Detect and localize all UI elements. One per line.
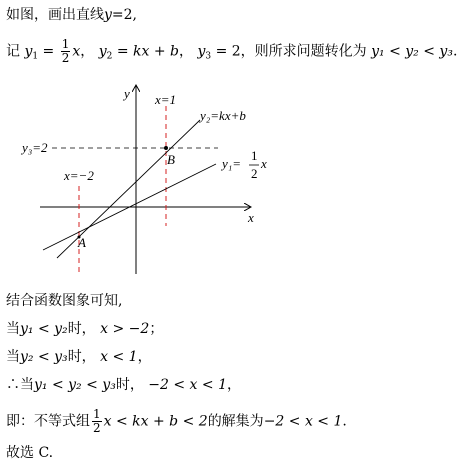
def-half-fraction	[61, 38, 71, 65]
answer-line	[6, 408, 347, 435]
answer-half-den: 2	[93, 421, 101, 435]
case-2-line	[6, 348, 152, 366]
answer-solution: −2 < x < 1	[263, 413, 343, 430]
therefore-solution: −2 < x < 1	[148, 377, 227, 393]
def-ji: 记	[6, 43, 20, 60]
case1-when: 当	[6, 321, 20, 337]
def-comma1: ，	[80, 43, 95, 60]
def-comma3: ，	[240, 43, 255, 60]
def-half-den: 2	[61, 51, 70, 65]
answer-half-num: 1	[93, 407, 101, 421]
def-x: x	[72, 43, 81, 60]
def-y3: y	[197, 43, 206, 60]
choice-text: 故选 C.	[6, 445, 54, 461]
y-axis-label: y	[124, 86, 130, 101]
label-y1-den: 2	[251, 166, 258, 181]
point-B	[164, 146, 168, 150]
def-y1: y	[24, 43, 33, 60]
label-y1-num: 1	[251, 148, 258, 163]
intro-text: 如图，画出直线	[6, 7, 104, 23]
label-y1-lhs: y₁=	[222, 156, 242, 171]
conclusion-intro-text: 结合函数图象可知,	[6, 293, 123, 309]
def-y2-sub: 2	[106, 51, 113, 62]
case1-solution: x > −2	[100, 321, 150, 337]
def-y1-sub: 1	[32, 51, 39, 62]
case-1-line	[6, 320, 163, 338]
answer-middle: 的解集为	[207, 413, 264, 430]
case1-shi: 时，	[67, 321, 96, 337]
therefore-ineq: y₁ < y₂ < y₃	[34, 377, 116, 393]
therefore-line	[6, 376, 241, 394]
label-A: A	[78, 235, 86, 250]
case2-end: ，	[137, 349, 152, 365]
conclusion-intro	[6, 292, 122, 310]
definition-line	[6, 38, 457, 66]
answer-end: .	[342, 413, 347, 430]
def-inequality: y₁ < y₂ < y₃	[371, 43, 453, 60]
def-end: .	[452, 43, 457, 60]
intro-var-y: y	[104, 7, 112, 23]
def-suffix: 则所求问题转化为	[254, 43, 367, 60]
def-y3-rhs: = 2	[211, 43, 241, 60]
case2-ineq: y₂ < y₃	[20, 349, 68, 365]
def-y2-rhs: = kx + b	[112, 43, 180, 60]
case1-ineq: y₁ < y₂	[20, 321, 68, 337]
def-eq: =	[38, 43, 59, 60]
intro-line	[6, 6, 137, 24]
def-half-num: 1	[61, 37, 70, 51]
case2-when: 当	[6, 349, 20, 365]
function-graph	[0, 76, 300, 276]
therefore-end: ，	[226, 377, 241, 393]
def-y2: y	[98, 43, 107, 60]
def-comma2: ，	[179, 43, 194, 60]
answer-prefix: 即：不等式组	[6, 413, 90, 430]
label-y3: y₃=2	[22, 140, 48, 155]
intro-eq: =2,	[111, 7, 138, 23]
label-B: B	[167, 152, 175, 167]
choice-line	[6, 444, 53, 462]
label-y1-x: x	[261, 156, 267, 171]
label-y2: y₂=kx+b	[200, 108, 246, 123]
label-xm2: x=−2	[64, 168, 94, 183]
x-axis-label: x	[248, 210, 254, 225]
answer-expression: x < kx + b < 2	[103, 413, 208, 430]
therefore-when: ∴当	[6, 377, 34, 393]
therefore-shi: 时，	[115, 377, 144, 393]
answer-half-fraction	[92, 408, 102, 435]
case2-shi: 时，	[67, 349, 96, 365]
def-y3-sub: 3	[205, 51, 212, 62]
label-x1: x=1	[155, 92, 177, 107]
case2-solution: x < 1	[100, 349, 138, 365]
case1-end: ；	[149, 321, 164, 337]
